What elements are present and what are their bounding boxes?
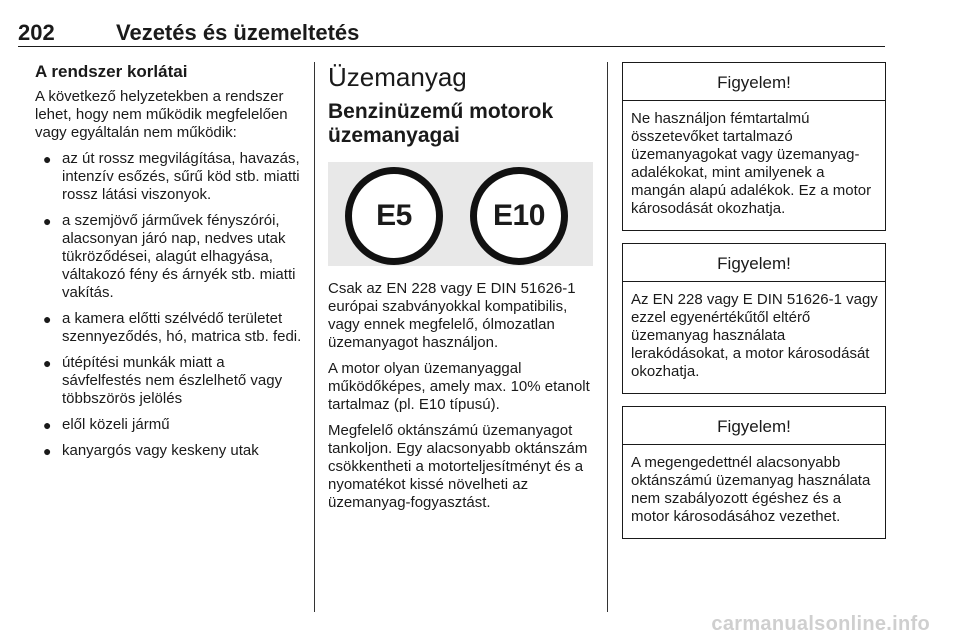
list-item-text: az út rossz megvilágítása, havazás, intenzív esőzés, sűrű köd stb. miatti rossz látási viszonyok. bbox=[62, 150, 300, 203]
body-paragraph: Megfelelő oktánszámú üzemanyagot tankoljon. Egy alacsonyabb oktánszám csökkentheti a motorteljesítményt és a nyomatékot kissé növelheti az üzemanyag-fogyasztást. bbox=[328, 422, 588, 511]
chapter-heading: Üzemanyag bbox=[328, 62, 467, 92]
list-item-text: elől közeli jármű bbox=[62, 416, 170, 433]
warning-text: A megengedettnél alacsonyabb oktánszámú üzemanyag használata nem szabályozott égéshez és a motor károsodásához vezethet. bbox=[631, 454, 871, 525]
warning-title: Figyelem! bbox=[623, 63, 885, 101]
page-header bbox=[18, 16, 885, 47]
bullet-icon: ● bbox=[43, 311, 52, 327]
list-item-text: a kamera előtti szélvédő területet szennyeződés, hó, matrica stb. fedi. bbox=[62, 310, 302, 345]
body-paragraph: Csak az EN 228 vagy E DIN 51626-1 európai szabványokkal kompatibilis, vagy ennek megfelelő, ólmozatlan üzemanyagot használjon. bbox=[328, 280, 576, 351]
bullet-icon: ● bbox=[43, 213, 52, 229]
warning-title: Figyelem! bbox=[623, 244, 885, 282]
column-middle bbox=[328, 62, 596, 520]
body-paragraph: A motor olyan üzemanyaggal működőképes, amely max. 10% etanolt tartalmaz (pl. E10 típusú). bbox=[328, 360, 590, 413]
warning-title: Figyelem! bbox=[623, 407, 885, 445]
e10-fuel-badge-icon: E10 bbox=[470, 167, 568, 265]
list-item-text: a szemjövő járművek fényszórói, alacsonyan járó nap, nedves utak tükröződései, alagút elhagyása, váltakozó fény és árnyék stb. miatti vakítás. bbox=[62, 212, 296, 301]
fuel-label-image bbox=[328, 162, 593, 266]
list-item bbox=[35, 354, 303, 408]
list-item-text: útépítési munkák miatt a sávfelfestés nem észlelhető vagy többszörös jelölés bbox=[62, 354, 283, 407]
bullet-icon: ● bbox=[43, 417, 52, 433]
list-item-text: kanyargós vagy keskeny utak bbox=[62, 442, 259, 459]
list-item bbox=[35, 212, 303, 302]
site-watermark: carmanualsonline.info bbox=[711, 613, 930, 635]
section-heading: A rendszer korlátai bbox=[35, 62, 188, 81]
page-number: 202 bbox=[18, 20, 55, 45]
list-item bbox=[35, 310, 303, 346]
warning-text: Az EN 228 vagy E DIN 51626-1 vagy ezzel egyenértékűtől eltérő üzemanyag használata lerakódásokat, a motor károsodását okozhatja. bbox=[631, 291, 878, 380]
intro-paragraph: A következő helyzetekben a rendszer lehet, hogy nem működik megfelelően vagy egyáltalán nem működik: bbox=[35, 88, 288, 141]
warning-box bbox=[622, 406, 886, 539]
limitation-list bbox=[35, 150, 303, 460]
column-right bbox=[622, 62, 886, 551]
e5-fuel-badge-icon: E5 bbox=[345, 167, 443, 265]
chapter-title: Vezetés és üzemeltetés bbox=[116, 20, 360, 45]
column-left bbox=[35, 62, 303, 468]
bullet-icon: ● bbox=[43, 443, 52, 459]
column-divider bbox=[314, 62, 315, 612]
list-item bbox=[35, 150, 303, 204]
column-divider bbox=[607, 62, 608, 612]
section-heading: Benzinüzemű motorok üzemanyagai bbox=[328, 100, 554, 147]
bullet-icon: ● bbox=[43, 355, 52, 371]
list-item bbox=[35, 416, 303, 434]
warning-box bbox=[622, 243, 886, 394]
bullet-icon: ● bbox=[43, 151, 52, 167]
warning-text: Ne használjon fémtartalmú összetevőket tartalmazó üzemanyagokat vagy üzemanyag-adalékokat, mint amilyenek a mangán alapú adalékok. Ez a motor károsodását okozhatja. bbox=[631, 110, 872, 217]
list-item bbox=[35, 442, 303, 460]
warning-box bbox=[622, 62, 886, 231]
